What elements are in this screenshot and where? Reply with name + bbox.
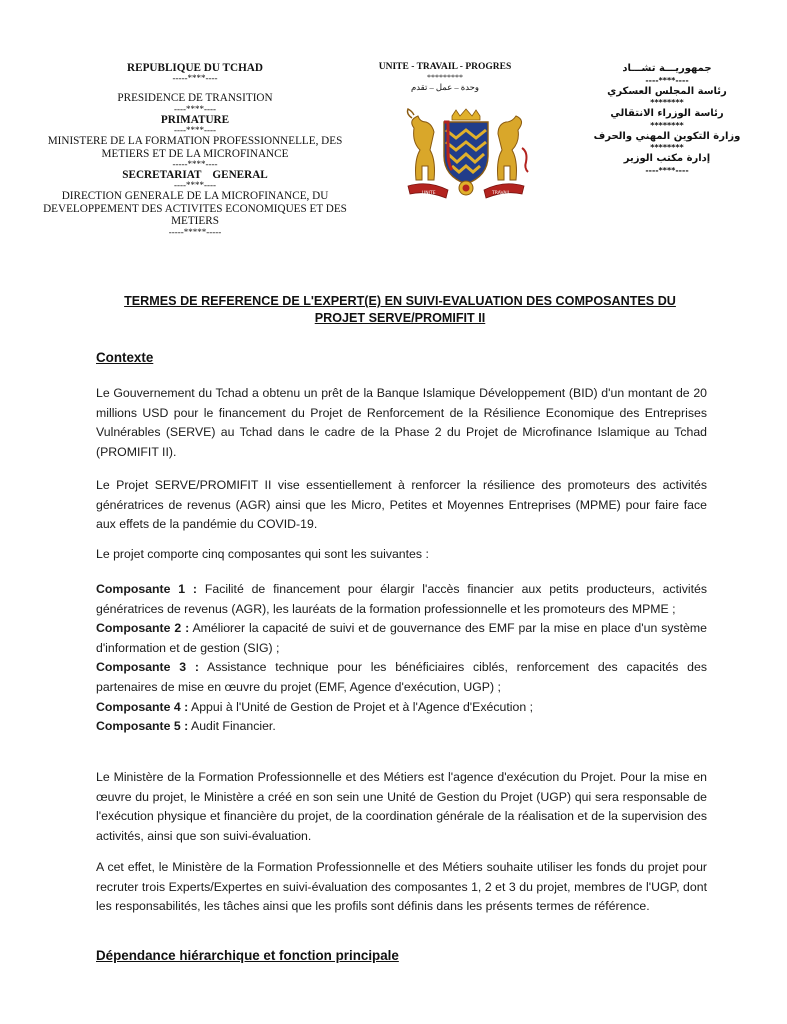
direction-name-line3: METIERS: [171, 215, 219, 228]
direction-name-line1: DIRECTION GENERALE DE LA MICROFINANCE, DU: [61, 190, 329, 203]
country-name-arabic: جمهوريـــة تشـــاد: [622, 63, 712, 74]
component-label: Composante 1 :: [96, 582, 198, 596]
component-text: Appui à l'Unité de Gestion de Projet et à l'Agence d'Exécution ;: [188, 699, 533, 714]
separator: ********: [650, 143, 684, 152]
section-heading-contexte: Contexte: [96, 350, 154, 365]
title-line1: TERMES DE REFERENCE DE L'EXPERT(E) EN SUIVI-EVALUATION DES COMPOSANTES DU: [124, 294, 676, 308]
paragraph-recruitment: A cet effet, le Ministère de la Formation Professionnelle et des Métiers souhaite utiliser les fonds du projet pour recruter trois Experts/Expertes en suivi-évaluation des composantes 1, 2 et 3 du projet, membres de l'UGP, dont les responsabilités, les tâches ainsi que les profils sont définis dans les présents termes de référence.: [96, 860, 707, 914]
cabinet-name-arabic: إدارة مكتب الوزير: [623, 153, 711, 164]
separator: -----****----: [172, 159, 218, 170]
svg-text:TRAVAIL: TRAVAIL: [492, 191, 511, 196]
component-text: Améliorer la capacité de suivi et de gouvernance des EMF par la mise en place d'un système d'information et de gestion (SIG) ;: [96, 621, 707, 655]
list-item: [96, 717, 707, 737]
coat-of-arms-emblem: [400, 108, 532, 206]
component-label: Composante 5 :: [96, 719, 189, 734]
separator: ----****----: [645, 165, 689, 175]
component-label: Composante 2 :: [96, 621, 190, 636]
document-title: [60, 293, 740, 327]
prime-minister-arabic: رئاسة الوزراء الانتقالي: [610, 108, 724, 119]
separator: ----****----: [645, 75, 689, 85]
list-item: [96, 658, 707, 697]
list-item: [96, 619, 707, 658]
section-heading-dependance: Dépendance hiérarchique et fonction principale: [96, 948, 399, 963]
separator: ----****----: [174, 125, 216, 136]
component-text: Audit Financier.: [188, 719, 276, 734]
title-line2: PROJET SERVE/PROMIFIT II: [314, 311, 486, 325]
component-label: Composante 3 :: [96, 660, 199, 675]
country-name: REPUBLIQUE DU TCHAD: [127, 62, 263, 74]
header-left-block: [30, 62, 360, 237]
component-label: Composante 4 :: [96, 699, 189, 714]
header-right-block: [572, 62, 762, 175]
national-motto: UNITE - TRAVAIL - PROGRES: [378, 62, 512, 72]
separator: ----****----: [174, 103, 216, 114]
national-motto-arabic: وحدة – عمل – تقدم: [410, 82, 480, 92]
paragraph-objective: Le Projet SERVE/PROMIFIT II vise essentiellement à renforcer la résilience des promoteurs des activités génératrices de revenus (AGR) ainsi que les Micro, Petites et Moyennes Entreprises (MPME) pour faire face aux effets de la pandémie du COVID-19.: [96, 478, 707, 532]
separator: -----****----: [172, 73, 218, 84]
list-item: [96, 698, 707, 718]
component-text: Assistance technique pour les bénéficiaires ciblés, renforcement des capacités des partenaires de mise en œuvre du projet (EMF, Agence d'exécution, UGP) ;: [96, 660, 707, 694]
list-item: [96, 580, 707, 619]
paragraph-agency: Le Ministère de la Formation Professionnelle et des Métiers est l'agence d'exécution du Projet. Pour la mise en œuvre du projet, le Ministère a créé en son sein une Unité de Gestion du Projet (UGP) qui sera responsable de l'exécution physique et financière du projet, de la coordination générale de la réalisation et de la supervision des activités, ainsi que son suivi-évaluation.: [96, 770, 707, 843]
ministry-name-line2: METIERS ET DE LA MICROFINANCE: [101, 147, 289, 160]
paragraph-intro: Le Gouvernement du Tchad a obtenu un prêt de la Banque Islamique Développement (BID) d'un montant de 20 millions USD pour le financement du Projet de Renforcement de la Résilience Economique des Entreprises Vulnérables (SERVE) au Tchad dans le cadre de la Phase 2 du Projet de Microfinance Islamique au Tchad (PROMIFIT II).: [96, 386, 707, 459]
separator: -----*****-----: [168, 226, 222, 237]
presidency-name: PRESIDENCE DE TRANSITION: [117, 92, 273, 105]
header-center-block: [355, 62, 535, 93]
ministry-name-arabic: وزارة التكوين المهني والحرف: [593, 130, 741, 142]
secretariat-name: SECRETARIAT GENERAL: [122, 169, 268, 182]
council-name-arabic: رئاسة المجلس العسكري: [607, 85, 727, 97]
component-text: Facilité de financement pour élargir l'accès financier aux petits producteurs, activités génératrices de revenus (AGR), les lauréats de la formation professionnelle et les promoteurs des MPME ;: [96, 582, 707, 616]
separator: ----****----: [174, 180, 216, 191]
separator: *********: [427, 73, 463, 82]
separator: ********: [650, 98, 684, 107]
ministry-name-line1: MINISTERE DE LA FORMATION PROFESSIONNELLE, DES: [47, 135, 343, 148]
primature-name: PRIMATURE: [160, 113, 230, 126]
svg-text:UNITE: UNITE: [422, 191, 436, 196]
components-list: [96, 580, 707, 737]
separator: ********: [650, 120, 684, 130]
direction-name-line2: DEVELOPPEMENT DES ACTIVITES ECONOMIQUES ET DES: [43, 202, 347, 215]
paragraph-components-intro: Le projet comporte cinq composantes qui sont les suivantes :: [96, 547, 429, 561]
